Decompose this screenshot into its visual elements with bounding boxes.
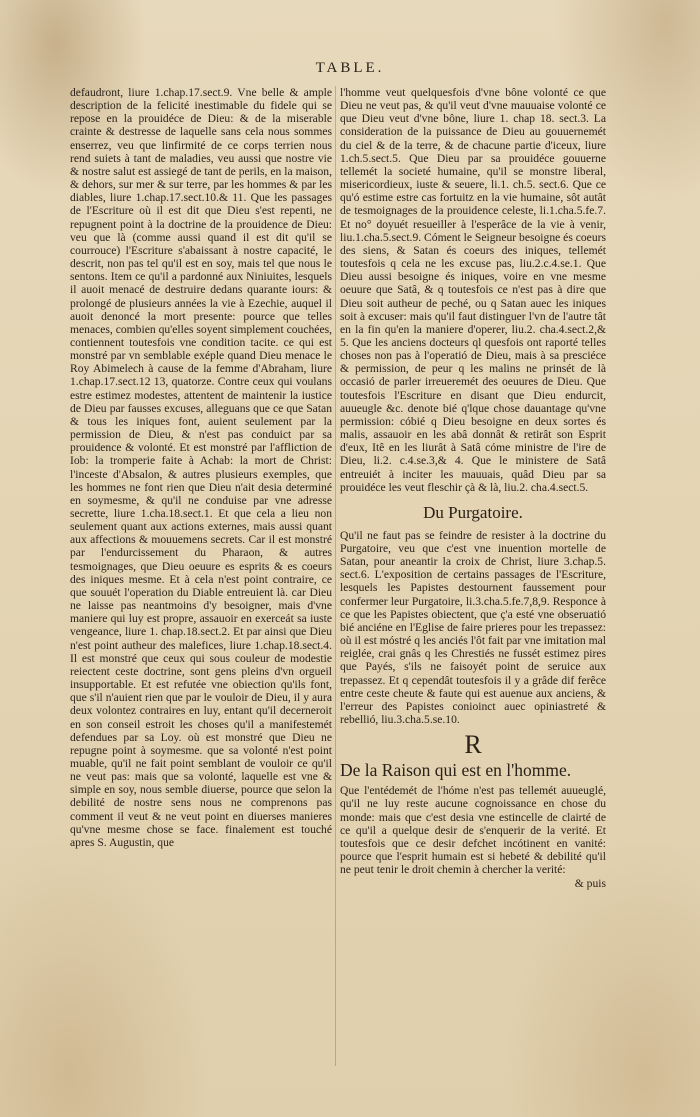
catchword: & puis [574, 877, 606, 891]
left-column-text: defaudront, liure 1.chap.17.sect.9. Vne belle & ample description de la felicité inestimable du fidele qui se repose en la prouidéce de Dieu: & de la miserable crainte & destresse de laquelle sans cela nous sommes enserrez, veu que linfirmité de ce corps terrien nous rend suiets à tant de maladies, veu aussi que nostre vie & nostre salut est assiegé de tant de perils, en la maison, & dehors, sur mer & sur terre, par les hommes & par les diables, liure 1.chap.17.sect.10.& 11. Que les passages de l'Escriture où il est dit que Dieu s'est repenti, ne repugnent point à la doctrine de la prouidence de Dieu: veu que là (comme aussi quand il est dit qu'il se courrouce) l'Escriture s'abaissant à nostre capacité, le descrit, non pas tel qu'il est en soy, mais tel que nous le sentons. Item ce qu'il a pardonné aux Niniuites, lesquels il auoit menacé de destruire dedans quarante iours: & prolongé de plusieurs années la vie à Ezechie, auquel il auoit denoncé la mort presente: pource que telles menaces, combien qu'elles soyent simplement couchées, contiennent toutesfois vne condition tacite. ce qui est monstré par vn semblable exéple quand Dieu menace le Roy Abimelech à cause de la femme d'Abraham, liure 1.chap.17.sect.12 13, quatorze. Contre ceux qui voulans estre estimez modestes, attentent de maintenir la iustice de Dieu par fausses excuses, alleguans que ce que Satan & tous les iniques font, auient seulement par la permission de Dieu, & n'est pas conduict par sa prouidence & volonté. Et est monstré par l'affliction de Iob: la tromperie faite à Achab: la mort de Christ: l'inceste d'Absalon, & autres plusieurs exemples, que les hommes ne font rien que Dieu n'ait desia determiné en soymesme, & qu'il ne conduise par vne adresse secrette, liure 1.cha.18.sect.1. Et que cela a lieu non seulement quant aux actions externes, mais aussi quant aux affections & mouuemens secrets. Car il est monstré par l'endurcissement du Pharaon, & autres tesmoignages, que Dieu oeuure es esprits & es coeurs des iniques mesme. Et à cela n'est point contraire, ce que souuét l'operation du Diable entreuient là. car Dieu ne laisse pas neantmoins d'y besoigner, mais d'vne maniere qui luy est propre, assauoir en exerceát sa iuste vengeance, liure 1. chap.18.sect.2. Et par ainsi que Dieu n'est point autheur des malefices, liure 1.chap.18.sect.4. Il est monstré que ceux qui sous couleur de modestie reiectent ceste doctrine, sont gens pleins d'vn orgueil insupportable. Et est refutée vne obiection qu'ils font, que s'il n'auient rien que par le vouloir de Dieu, il y aura deux volontez contraires en luy, entant qu'il decerneroit en son conseil estroit les choses qu'il a manifestemét defendues par sa Loy. où est monstré que Dieu ne repugne point à soymesme. que sa volonté n'est point muable, qu'il ne fait point semblant de vouloir ce qu'il ne veut pas: mais que sa volonté, laquelle est vne & simple en soy, nous semble diuerse, pource que selon la debilité de nostre sens nous ne comprenons pas comment il veut & ne veut point en diuerses manieres qu'vne mesme chose se face. finalement est touché apres S. Augustin, que [70, 86, 332, 849]
right-column [340, 86, 606, 890]
right-column-text-3: Que l'entédemét de l'hóme n'est pas tellemét auueuglé, qu'il ne luy reste aucune cognoissance en chose du monde: mais que c'est desia vne estincelle de clairté de ce qu'il a quelque desir de s'enquerir de la verité. Et toutesfois que ce desir defchet incótinent en vanité: pource que l'esprit humain est si hebeté & debilité qu'il ne peut tenir le droit chemin à chercher la verité: [340, 784, 606, 877]
running-head: TABLE. [315, 60, 385, 76]
column-divider [335, 86, 336, 1066]
section-heading-purgatory: Du Purgatoire. [423, 502, 523, 522]
section-letter: R [464, 730, 482, 760]
right-column-text-2: Qu'il ne faut pas se feindre de resister à la doctrine du Purgatoire, veu que c'est vne inuention mortelle de Satan, pour aneantir la croix de Christ, liure 3.chap.5. sect.6. L'exposition de certains passages de l'Escriture, lesquels les Papistes destournent faussement pour confermer leur Purgatoire, li.3.cha.5.fe.7,8,9. Responce à ce que les Papistes obiectent, que ç'a esté vne obseruatió bié anciéne en l'Eglise de faire prieres pour les trepassez: où il est móstré q les anciés l'ôt fait par vne imitation mal reiglée, crai gnâs q les Chrestiés ne fussét estimez pires que Payés, s'ils ne faisoyét point de seruice aux trepassez. Et q cependât toutesfois il y a grâde dif ferêce entre ceste cheute & faute qui est auenue aux anciens, & l'erreur des Papistes conioinct auec opiniastreté & rebellió, liu.3.cha.5.se.10. [340, 528, 606, 727]
right-column-text-1: l'homme veut quelquesfois d'vne bône volonté ce que Dieu ne veut pas, & qu'il veut d'vne mauuaise volonté ce que Dieu veut d'vne bône, liure 1. chap 18. sect.3. La consideration de la puissance de Dieu au gouuernemét du ciel & de la terre, & de chacune partie d'iceux, liure 1.ch.5.sect.5. Que Dieu par sa prouidéce gouuerne tellemét la societé humaine, qu'il se monstre liberal, misericordieux, iuste & seuere, li.1. ch.5. sect.6. Que ce qu'ó estime estre cas fortuitz en la vie humaine, sôt autât de tesmoignages de la prouidence celeste, li.1.cha.5.fe.7. Et no° doyuét resueiller à l'esperâce de la vie à venir, liu.1.cha.5.sect.9. Cóment le Seigneur besoigne és coeurs des siens, & Satan és coeurs des iniques, tellemét toutesfois q cela ne les excuse pas, liu.2.c.4.se.1. Que Dieu aussi besoigne és iniques, voire en vne mesme oeuure que Satâ, & q toutesfois ce n'est pas à dire que Dieu soit autheur de peché, ou q Satan auec les iniques soit à excuser: mais qu'il faut distinguer l'vn de l'autre tât en la fin qu'en la maniere d'operer, liu.2. cha.4.sect.2,& 5. Que les anciens docteurs ql quesfois ont raporté telles choses non pas à l'operatió de Dieu, mais à sa presciéce & permission, de peur q les malins ne prinsét de là occasió de parler irreueremét des oeuures de Dieu. Que toutesfois l'Escriture en disant que Dieu endurcit, auueugle &c. denote bié q'lque chose dauantage qu'vne permission: cóbié q Dieu besoigne en deux sortes és malis, assauoir en les abâ donnât & retirât son Esprit d'eux, Itê en les liurât à Satâ cóme ministre de l'ire de Dieu, li.2. c.4.se.3,& 4. Que le ministere de Satâ entreuiét à inciter les mauuais, quâd Dieu par sa prouidéce les veut fleschir çà & là, liu.2. cha.4.sect.5. [340, 86, 606, 494]
section-heading-reason: De la Raison qui est en l'homme. [340, 760, 572, 781]
left-column [70, 86, 332, 849]
